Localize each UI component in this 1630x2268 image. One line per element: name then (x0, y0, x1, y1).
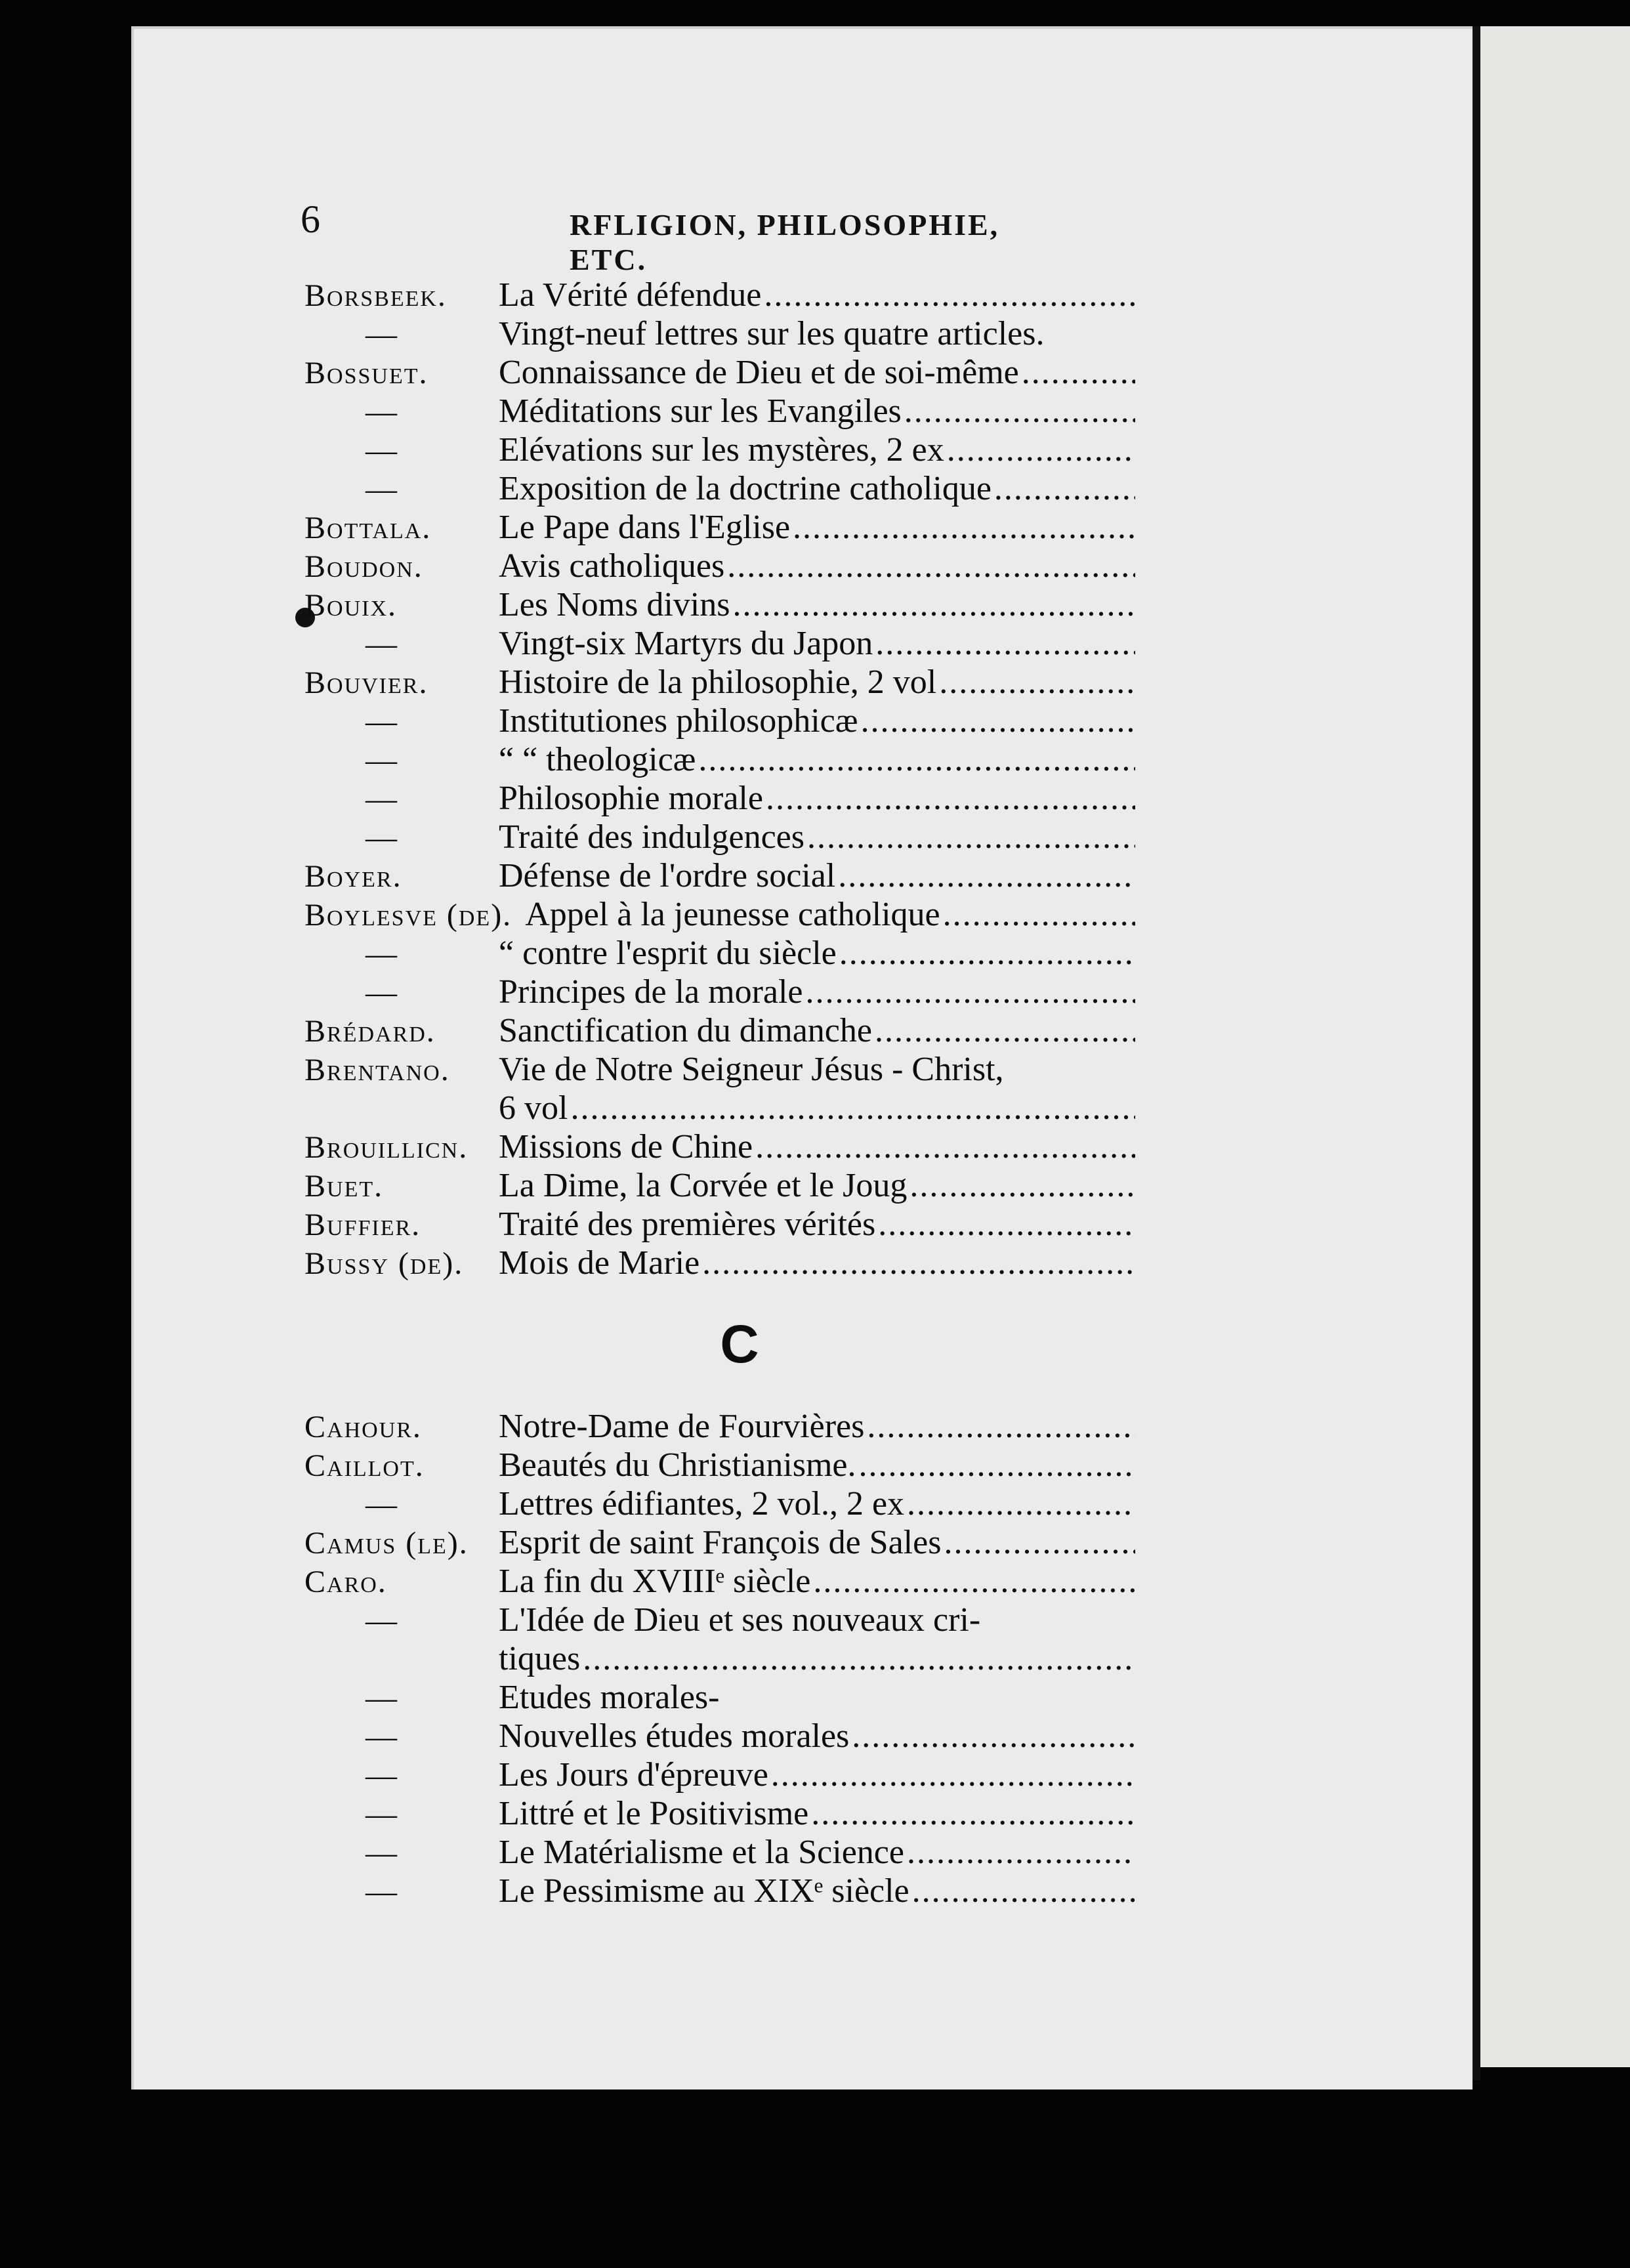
catalog-entry (304, 1127, 1135, 1166)
dot-leader (838, 856, 1135, 895)
catalog-entry (304, 1050, 1135, 1089)
entry-title: Notre-Dame de Fourvières (499, 1408, 865, 1445)
entry-author: Buffier. (304, 1208, 421, 1242)
catalog-entry (304, 1446, 1135, 1484)
dot-leader (907, 1833, 1135, 1872)
catalog-entry (304, 1755, 1135, 1794)
entry-title: Le Pessimisme au XIXᵉ siècle (499, 1872, 909, 1910)
entry-title: Institutiones philosophicæ (499, 702, 858, 740)
dot-leader (994, 469, 1135, 508)
dot-leader (732, 585, 1135, 624)
entry-title: Défense de l'ordre social (499, 857, 836, 894)
entry-title: Histoire de la philosophie, 2 vol (499, 663, 937, 701)
entry-author: — (366, 433, 398, 468)
dot-leader (947, 430, 1135, 469)
catalog-entry (304, 934, 1135, 973)
dot-leader (904, 392, 1135, 430)
catalog-entry (304, 624, 1135, 663)
facing-page-edge (1478, 26, 1630, 2067)
entry-title: Vie de Notre Seigneur Jésus - Christ, (499, 1051, 1004, 1088)
entry-title: Sanctification du dimanche (499, 1012, 872, 1049)
entry-author: Borsbeek. (304, 278, 447, 313)
catalog-entry (304, 1872, 1135, 1910)
catalog-entry (304, 779, 1135, 818)
entry-author: — (366, 1758, 398, 1793)
catalog-entry (304, 1244, 1135, 1282)
catalog-entry (304, 702, 1135, 740)
entry-author: Bottala. (304, 511, 432, 545)
entry-author: — (366, 936, 398, 971)
dot-leader (1022, 353, 1135, 392)
catalog-entry (304, 508, 1135, 547)
dot-leader (570, 1089, 1135, 1127)
catalog-entry (304, 1205, 1135, 1244)
section-c-list (304, 1407, 1135, 1910)
entry-author: Bouvier. (304, 665, 428, 700)
catalog-entry (304, 1523, 1135, 1562)
entry-title: Nouvelles études morales (499, 1717, 850, 1755)
catalog-entry (304, 469, 1135, 508)
dot-leader (698, 740, 1135, 779)
entry-title: Missions de Chine (499, 1128, 753, 1166)
entry-author: — (366, 1836, 398, 1870)
entry-title: Traité des premières vérités (499, 1206, 876, 1243)
entry-title: Beautés du Christianisme. (499, 1446, 856, 1484)
dot-leader (939, 663, 1135, 702)
entry-title: La Vérité défendue (499, 276, 762, 314)
catalog-entry (304, 818, 1135, 856)
entry-author: Boylesve (de). (304, 898, 512, 933)
entry-title: Le Pape dans l'Eglise (499, 509, 791, 546)
dot-leader (702, 1244, 1135, 1282)
dot-leader (839, 934, 1135, 973)
entry-title: La Dime, la Corvée et le Joug (499, 1167, 908, 1204)
catalog-entry (304, 1407, 1135, 1446)
entry-title: Lettres édifiantes, 2 vol., 2 ex (499, 1485, 905, 1522)
dot-leader (771, 1755, 1135, 1794)
catalog-entries (304, 276, 1135, 1910)
dot-leader (766, 779, 1135, 818)
entry-author: — (366, 743, 398, 778)
entry-author: — (366, 394, 398, 429)
catalog-entry (304, 1601, 1135, 1639)
dot-leader (811, 1794, 1135, 1833)
entry-title: Principes de la morale (499, 973, 803, 1011)
dot-leader (860, 702, 1135, 740)
catalog-entry (304, 430, 1135, 469)
entry-title: Exposition de la doctrine catholique (499, 470, 992, 507)
catalog-entry (304, 353, 1135, 392)
entry-author: — (366, 627, 398, 662)
entry-author: Cahour. (304, 1410, 422, 1444)
entry-title: Appel à la jeunesse catholique (525, 896, 940, 933)
entry-title: Vingt-six Martyrs du Japon (499, 625, 873, 662)
entry-author: — (366, 317, 398, 352)
entry-title: La fin du XVIIIᵉ siècle (499, 1563, 811, 1600)
entry-author: — (366, 1603, 398, 1638)
entry-title: Vingt-neuf lettres sur les quatre articles. (499, 315, 1045, 352)
dot-leader (907, 1484, 1135, 1523)
entry-author: Caro. (304, 1564, 387, 1599)
catalog-entry (304, 314, 1135, 353)
entry-title: Les Jours d'épreuve (499, 1756, 768, 1794)
dot-leader (909, 1166, 1135, 1205)
dot-leader (764, 276, 1135, 314)
dot-leader (875, 624, 1135, 663)
dot-leader (878, 1205, 1135, 1244)
catalog-entry (304, 1678, 1135, 1717)
dot-leader (858, 1446, 1135, 1484)
entry-author: Brouillicn. (304, 1130, 469, 1165)
dot-leader (912, 1872, 1135, 1910)
entry-author: Boudon. (304, 549, 423, 584)
catalog-entry (304, 1639, 1135, 1678)
section-heading-c: C (720, 1314, 759, 1374)
entry-title: Les Noms divins (499, 586, 730, 623)
catalog-entry (304, 1166, 1135, 1205)
entry-title: Avis catholiques (499, 547, 725, 585)
entry-title: tiques (499, 1640, 581, 1677)
entry-title: Mois de Marie (499, 1244, 700, 1282)
entry-author: Camus (le). (304, 1526, 469, 1561)
dot-leader (944, 1523, 1135, 1562)
dot-leader (867, 1407, 1135, 1446)
dot-leader (852, 1717, 1135, 1755)
catalog-entry (304, 1011, 1135, 1050)
catalog-entry (304, 547, 1135, 585)
entry-title: L'Idée de Dieu et ses nouveaux cri- (499, 1601, 981, 1639)
entry-title: 6 vol (499, 1089, 568, 1127)
entry-author: — (366, 1681, 398, 1715)
dot-leader (813, 1562, 1135, 1601)
dot-leader (807, 818, 1135, 856)
entry-title: Etudes morales- (499, 1679, 720, 1716)
catalog-entry (304, 1562, 1135, 1601)
dot-leader (806, 973, 1135, 1011)
entry-author: Caillot. (304, 1448, 425, 1483)
catalog-entry (304, 1089, 1135, 1127)
entry-title: Philosophie morale (499, 780, 763, 817)
dot-leader (583, 1639, 1135, 1678)
dot-leader (943, 895, 1135, 934)
dot-leader (875, 1011, 1135, 1050)
entry-title: “ “ theologicæ (499, 741, 696, 778)
catalog-entry (304, 392, 1135, 430)
entry-author: — (366, 782, 398, 816)
catalog-entry (304, 1717, 1135, 1755)
catalog-entry (304, 740, 1135, 779)
entry-author: — (366, 820, 398, 855)
catalog-entry (304, 1794, 1135, 1833)
entry-author: Buet. (304, 1169, 384, 1204)
entry-author: — (366, 704, 398, 739)
catalog-entry (304, 1484, 1135, 1523)
entry-author: Brentano. (304, 1053, 450, 1087)
catalog-entry (304, 585, 1135, 624)
entry-author: — (366, 1719, 398, 1754)
entry-title: Méditations sur les Evangiles (499, 392, 902, 430)
entry-title: Le Matérialisme et la Science (499, 1834, 904, 1871)
entry-author: — (366, 1487, 398, 1522)
catalog-entry (304, 276, 1135, 314)
entry-title: Connaissance de Dieu et de soi-même (499, 354, 1019, 391)
running-title: RFLIGION, PHILOSOPHIE, ETC. (570, 208, 1000, 276)
entry-author: — (366, 975, 398, 1010)
catalog-entry (304, 663, 1135, 702)
dot-leader (793, 508, 1135, 547)
section-b-list (304, 276, 1135, 1282)
entry-author: — (366, 1797, 398, 1832)
entry-title: Littré et le Positivisme (499, 1795, 809, 1832)
catalog-entry (304, 973, 1135, 1011)
entry-title: Elévations sur les mystères, 2 ex (499, 431, 944, 469)
entry-author: — (366, 1874, 398, 1909)
entry-author: Bossuet. (304, 356, 428, 390)
entry-author: — (366, 472, 398, 507)
entry-author: Bouix. (304, 588, 397, 623)
catalog-entry (304, 895, 1135, 934)
catalog-entry (304, 1833, 1135, 1872)
dot-leader (755, 1127, 1135, 1166)
entry-author: Bussy (de). (304, 1246, 464, 1281)
entry-title: “ contre l'esprit du siècle (499, 934, 837, 972)
entry-title: Esprit de saint François de Sales (499, 1524, 942, 1561)
page-number: 6 (301, 198, 322, 241)
catalog-entry (304, 856, 1135, 895)
entry-author: Boyer. (304, 859, 402, 894)
dot-leader (727, 547, 1135, 585)
entry-author: Brédard. (304, 1014, 436, 1049)
entry-title: Traité des indulgences (499, 818, 805, 856)
